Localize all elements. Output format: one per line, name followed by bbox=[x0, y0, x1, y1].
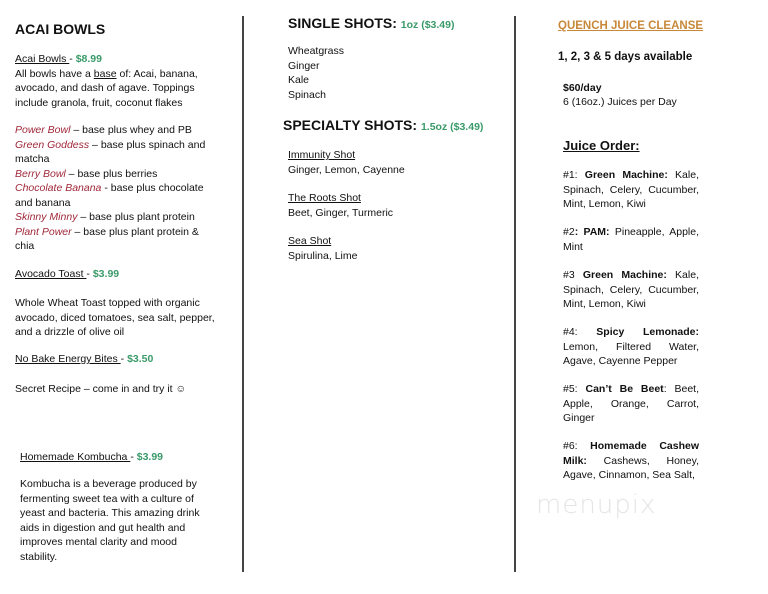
specialty-shot-name: Sea Shot bbox=[288, 235, 332, 247]
kombucha-price: $3.99 bbox=[136, 451, 164, 463]
juice-cleanse-title: QUENCH JUICE CLEANSE bbox=[558, 20, 704, 32]
bowl-variant bbox=[15, 225, 215, 254]
bowl-desc: – base plus whey and PB bbox=[70, 124, 192, 136]
specialty-shot-ingredients: Beet, Ginger, Turmeric bbox=[288, 206, 394, 219]
bowl-desc: - base plus chocolate and banana bbox=[15, 182, 204, 209]
single-shot-item: Kale bbox=[288, 74, 310, 86]
bowl-name: Plant Power bbox=[15, 225, 72, 238]
kombucha-heading bbox=[20, 450, 163, 465]
bowl-variants-list bbox=[15, 123, 215, 254]
specialty-shots-price: 1.5oz ($3.49) bbox=[420, 121, 484, 133]
juice-ingredients: Cashews, Honey, Agave, Cinnamon, Sea Salt, bbox=[563, 454, 699, 481]
juice-number: #2 bbox=[563, 226, 575, 238]
specialty-shot bbox=[288, 234, 357, 263]
specialty-shot-name: Immunity Shot bbox=[288, 149, 356, 161]
price-separator: - bbox=[120, 353, 128, 365]
column-divider-right bbox=[514, 16, 516, 572]
acai-bowls-price: $8.99 bbox=[75, 53, 102, 65]
acai-bowls-item bbox=[15, 52, 225, 110]
avocado-toast-price: $3.99 bbox=[92, 268, 120, 280]
specialty-shot-name: The Roots Shot bbox=[288, 192, 361, 204]
juice-ingredients: : Beet, Apple, Orange, Carrot, Ginger bbox=[563, 383, 700, 424]
juice-ingredients: Kale, Spinach, Celery, Cucumber, Mint, Lemon, Kiwi bbox=[563, 169, 699, 210]
bowl-name: Skinny Minny bbox=[15, 211, 78, 223]
cleanse-availability: 1, 2, 3 & 5 days available bbox=[558, 51, 693, 63]
juice-name: Spicy Lemonade: bbox=[596, 326, 699, 338]
secret-recipe-note: Secret Recipe – come in and try it ☺ bbox=[15, 383, 187, 395]
bowl-name: Chocolate Banana bbox=[15, 182, 102, 194]
cleanse-juices-per-day: 6 (16oz.) Juices per Day bbox=[563, 96, 677, 108]
bowl-desc: – base plus plant protein & chia bbox=[15, 225, 199, 252]
avocado-toast-heading bbox=[15, 267, 119, 282]
juice-number: #6: bbox=[563, 440, 591, 452]
column-divider-left bbox=[242, 16, 244, 572]
desc-text: All bowls have a bbox=[15, 67, 94, 80]
juice-name: Green Machine: bbox=[584, 169, 668, 181]
single-shots-title: SINGLE SHOTS: bbox=[288, 15, 401, 31]
single-shots-heading bbox=[288, 16, 455, 33]
bowl-desc: – base plus berries bbox=[65, 167, 158, 180]
juice-order-title: Juice Order: bbox=[563, 138, 640, 153]
juice-name: : PAM: bbox=[574, 226, 610, 238]
energy-bites-price: $3.50 bbox=[127, 353, 154, 365]
juice-ingredients: Lemon, Filtered Water, Agave, Cayenne Pepper bbox=[563, 340, 699, 367]
juice-item bbox=[563, 268, 699, 312]
price-separator: - bbox=[130, 451, 137, 463]
bowl-variant bbox=[15, 167, 215, 182]
juice-item bbox=[563, 382, 699, 426]
juice-number: #5: bbox=[563, 383, 586, 395]
kombucha-name: Homemade Kombucha bbox=[20, 451, 131, 463]
specialty-shot bbox=[288, 191, 393, 220]
juice-item bbox=[563, 168, 699, 212]
energy-bites-name: No Bake Energy Bites bbox=[15, 353, 121, 365]
juice-name: Green Machine: bbox=[582, 269, 667, 281]
specialty-shots-title: SPECIALTY SHOTS: bbox=[283, 117, 421, 133]
specialty-shot-ingredients: Spirulina, Lime bbox=[288, 249, 358, 262]
bowl-variant bbox=[15, 138, 215, 167]
bowl-name: Berry Bowl bbox=[15, 167, 66, 180]
price-separator: - bbox=[69, 53, 76, 65]
bowl-variant bbox=[15, 210, 215, 225]
single-shots-price: 1oz ($3.49) bbox=[400, 19, 455, 31]
cleanse-price: $60/day bbox=[563, 82, 602, 94]
juice-item bbox=[563, 439, 699, 483]
acai-bowls-heading bbox=[15, 52, 225, 67]
specialty-shot bbox=[288, 148, 405, 177]
specialty-shots-heading bbox=[283, 118, 483, 135]
menupix-watermark: menupix bbox=[536, 490, 657, 520]
juice-item bbox=[563, 325, 699, 369]
juice-ingredients: Kale, Spinach, Celery, Cucumber, Mint, Lemon, Kiwi bbox=[563, 269, 699, 310]
single-shots-list bbox=[288, 44, 344, 102]
bowl-name: Green Goddess bbox=[15, 138, 90, 151]
bowl-variant bbox=[15, 123, 215, 138]
acai-bowls-description bbox=[15, 67, 225, 111]
avocado-toast-description: Whole Wheat Toast topped with organic avocado, diced tomatoes, sea salt, pepper, and a drizzle of olive oil bbox=[15, 297, 215, 338]
desc-base-word: base bbox=[93, 67, 117, 80]
single-shot-item: Ginger bbox=[288, 59, 320, 72]
avocado-toast-name: Avocado Toast bbox=[15, 268, 87, 280]
price-separator: - bbox=[86, 268, 93, 280]
juice-number: #3 bbox=[563, 269, 583, 281]
desc-text: of: Acai, banana, avocado, and dash of agave. Toppings include granola, fruit, coconut flakes bbox=[15, 67, 198, 109]
bowl-variant bbox=[15, 181, 215, 210]
kombucha-description: Kombucha is a beverage produced by fermenting sweet tea with a culture of yeast and bacteria. This amazing drink aids in digestion and gut health and improves mental clarity and mood stability. bbox=[20, 478, 200, 563]
juice-name: Homemade Cashew Milk: bbox=[563, 440, 699, 467]
bowl-desc: – base plus spinach and matcha bbox=[15, 138, 206, 165]
bowl-desc: – base plus plant protein bbox=[77, 211, 195, 223]
bowl-name: Power Bowl bbox=[15, 124, 71, 136]
single-shot-item: Spinach bbox=[288, 88, 326, 101]
juice-ingredients: Pineapple, Apple, Mint bbox=[563, 226, 700, 253]
juice-name: Can’t Be Beet bbox=[585, 383, 664, 395]
acai-bowls-name: Acai Bowls bbox=[15, 53, 70, 65]
section-title-acai-bowls: ACAI BOWLS bbox=[15, 21, 106, 37]
juice-item bbox=[563, 225, 699, 254]
energy-bites-heading bbox=[15, 352, 153, 367]
specialty-shot-ingredients: Ginger, Lemon, Cayenne bbox=[288, 163, 405, 176]
juice-number: #1: bbox=[563, 169, 585, 181]
single-shot-item: Wheatgrass bbox=[288, 45, 345, 57]
juice-number: #4: bbox=[563, 326, 597, 338]
